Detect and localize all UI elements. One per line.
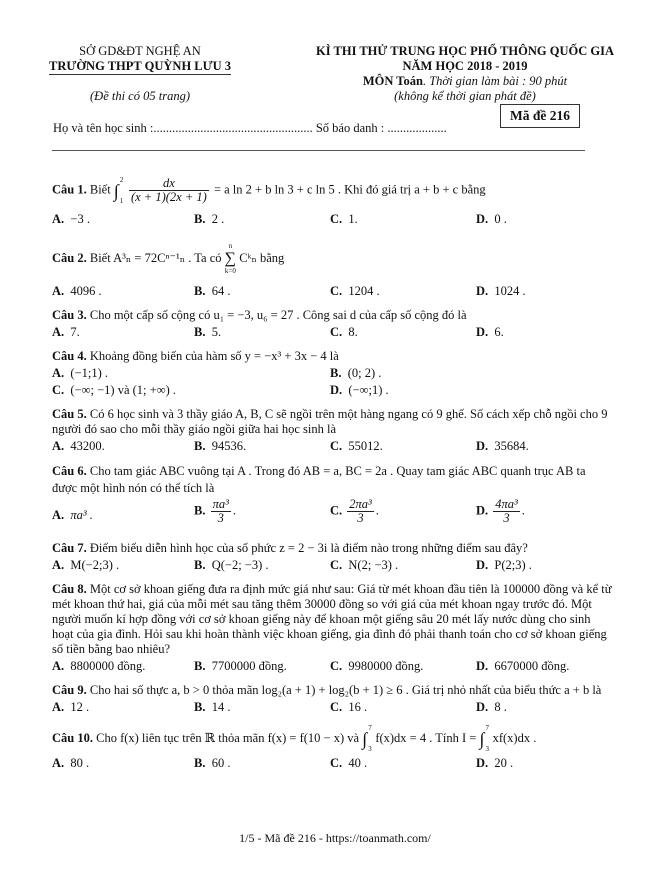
option-b[interactable] — [194, 324, 221, 340]
question-text: Cho hai số thực a, b > 0 thỏa mãn log₂(a + 1) + log₂(b + 1) ≥ 6 . Giá trị nhỏ nhất của biểu thức a + b là — [86, 683, 602, 697]
option-value: 6. — [494, 325, 504, 339]
option-value: 94536. — [211, 439, 247, 453]
question-3 — [52, 308, 612, 340]
option-key: B. — [194, 700, 206, 714]
sum-upper: n — [228, 242, 233, 250]
option-value: 14 . — [211, 700, 231, 714]
option-key: D. — [476, 756, 489, 770]
option-key: B. — [194, 212, 206, 226]
option-value: 0 . — [494, 212, 507, 226]
question-stem — [52, 308, 612, 323]
option-d[interactable] — [476, 557, 532, 573]
option-a[interactable] — [52, 211, 90, 227]
question-label: Câu 8. — [52, 582, 87, 596]
question-text: f(x)dx = 4 . Tính I = — [375, 730, 480, 745]
question-stem — [52, 541, 612, 556]
question-label: Câu 3. — [52, 308, 87, 322]
option-key: B. — [194, 659, 206, 673]
option-key: B. — [330, 366, 342, 380]
option-key: C. — [330, 558, 343, 572]
option-a[interactable] — [52, 365, 108, 381]
option-key: C. — [330, 659, 343, 673]
header-right — [265, 44, 665, 104]
option-value: 2 . — [211, 212, 225, 226]
option-key: D. — [330, 383, 343, 397]
option-key: D. — [476, 503, 489, 518]
question-7 — [52, 541, 612, 573]
option-key: C. — [330, 325, 343, 339]
option-c[interactable] — [330, 658, 423, 674]
question-text: Cho f(x) liên tục trên ℝ thỏa mãn f(x) = f(10 − x) và — [92, 730, 363, 745]
frac-den: 3 — [357, 511, 364, 525]
question-label: Câu 4. — [52, 349, 87, 363]
question-label: Câu 7. — [52, 541, 87, 555]
question-label: Câu 2. — [52, 250, 87, 265]
option-d[interactable] — [476, 755, 513, 771]
option-value: πa³ . — [70, 508, 93, 522]
option-key: C. — [52, 383, 65, 397]
question-text: Cho tam giác ABC vuông tại A . Trong đó AB = a, BC = 2a . Quay tam giác ABC quanh trục AB ta được một hình nón có thể tích là — [52, 464, 586, 495]
frac-num: 4πa³ — [495, 497, 518, 511]
option-c[interactable] — [330, 557, 398, 573]
question-9 — [52, 683, 612, 715]
option-key: A. — [52, 284, 65, 298]
option-key: A. — [52, 366, 65, 380]
option-a[interactable] — [52, 507, 93, 523]
question-text: = a ln 2 + b ln 3 + c ln 5 . Khi đó giá trị a + b + c bằng — [213, 182, 486, 197]
options-9 — [52, 699, 612, 715]
option-value: 35684. — [494, 439, 529, 453]
options-5 — [52, 438, 612, 454]
question-stem — [52, 349, 612, 364]
student-id-field[interactable]: Số báo danh : ................... — [312, 121, 447, 135]
option-key: D. — [476, 325, 489, 339]
option-a[interactable] — [52, 658, 145, 674]
option-a[interactable] — [52, 557, 119, 573]
exam-code-box: Mã đề 216 — [500, 104, 580, 128]
option-c[interactable] — [330, 755, 367, 771]
options-1 — [52, 211, 612, 227]
option-value: 64 . — [211, 284, 231, 298]
question-text: xf(x)dx . — [492, 730, 537, 745]
student-info-line — [53, 121, 447, 136]
option-key: B. — [194, 756, 206, 770]
option-value: 43200. — [70, 439, 105, 453]
frac-den: (x + 1)(2x + 1) — [130, 190, 207, 204]
option-value: (−1;1) . — [70, 366, 109, 380]
option-b[interactable] — [194, 557, 269, 573]
option-a[interactable] — [52, 324, 80, 340]
option-key: A. — [52, 439, 65, 453]
option-value: (−∞;1) . — [348, 383, 389, 397]
question-4 — [52, 349, 612, 398]
option-a[interactable] — [52, 755, 89, 771]
option-value: 40 . — [348, 756, 368, 770]
option-b[interactable] — [194, 699, 230, 715]
page-header — [0, 0, 670, 103]
option-value: (0; 2) . — [347, 366, 382, 380]
int-upper: 7 — [368, 724, 372, 732]
question-text: Cho một cấp số cộng có u₁ = −3, u₆ = 27 . Công sai d của cấp số cộng đó là — [86, 308, 467, 322]
student-name-field[interactable]: Họ và tên học sinh :................................................... — [53, 121, 313, 135]
question-stem — [52, 171, 612, 210]
option-value: P(2;3) . — [494, 558, 532, 572]
integral-sign: ∫ 2 1 — [113, 175, 124, 205]
options-10 — [52, 755, 612, 771]
option-value: 8800000 đồng. — [70, 659, 146, 673]
options-4-row2 — [52, 382, 612, 398]
option-value: 7. — [70, 325, 80, 339]
option-key: B. — [194, 439, 206, 453]
question-stem — [52, 236, 612, 282]
question-2 — [52, 236, 612, 299]
question-text: Biết A³ₙ = 72Cⁿ⁻¹ₙ . Ta có — [86, 250, 225, 265]
option-c[interactable] — [330, 699, 367, 715]
option-key: A. — [52, 325, 65, 339]
int-lower: 3 — [368, 745, 372, 753]
page-footer: 1/5 - Mã đề 216 - https://toanmath.com/ — [239, 831, 431, 845]
option-value: 1204 . — [348, 284, 380, 298]
integral-sign: ∫ 7 3 — [479, 724, 489, 753]
options-2 — [52, 283, 612, 299]
option-key: D. — [476, 212, 489, 226]
option-c[interactable]: C. $\frac{\text{2πa³}}{3}$ . — [330, 497, 379, 525]
question-label: Câu 9. — [52, 683, 87, 697]
option-key: A. — [52, 508, 65, 522]
option-d[interactable] — [476, 324, 504, 340]
option-value: 20 . — [494, 756, 514, 770]
options-8 — [52, 658, 612, 674]
option-d[interactable] — [476, 211, 507, 227]
question-1 — [52, 171, 612, 227]
option-c[interactable] — [330, 211, 358, 227]
option-key: C. — [330, 212, 343, 226]
option-c[interactable] — [52, 382, 176, 398]
fraction — [129, 177, 209, 204]
frac-num: dx — [129, 177, 209, 191]
option-d[interactable] — [476, 699, 507, 715]
question-stem — [52, 724, 612, 754]
option-value: 8 . — [494, 700, 507, 714]
subject-line — [265, 74, 665, 89]
question-8 — [52, 582, 612, 674]
question-list — [0, 151, 670, 771]
option-value: 1024 . — [494, 284, 526, 298]
option-fraction — [211, 498, 231, 525]
exam-title: KÌ THI THỬ TRUNG HỌC PHỔ THÔNG QUỐC GIA — [316, 44, 614, 58]
frac-num: πa³ — [212, 497, 229, 511]
option-value: 7700000 đồng. — [211, 659, 287, 673]
integral-sign: ∫ 7 3 — [362, 724, 372, 753]
int-upper: 2 — [119, 175, 124, 184]
frac-den: 3 — [217, 511, 224, 525]
option-c[interactable] — [330, 324, 358, 340]
int-lower: 1 — [119, 196, 124, 205]
school-name — [10, 59, 270, 75]
option-b[interactable] — [194, 658, 287, 674]
option-key: D. — [476, 700, 489, 714]
question-text: Biết — [86, 182, 114, 197]
option-value: 5. — [211, 325, 222, 339]
question-label: Câu 6. — [52, 464, 87, 478]
department: SỞ GD&ĐT NGHỆ AN — [79, 44, 201, 58]
options-4-row1 — [52, 365, 612, 381]
option-key: C. — [330, 503, 343, 518]
question-stem — [52, 683, 612, 698]
option-value: N(2; −3) . — [348, 558, 399, 572]
frac-num: 2πa³ — [349, 497, 372, 511]
option-a[interactable] — [52, 283, 102, 299]
option-key: D. — [476, 439, 489, 453]
option-key: D. — [476, 284, 489, 298]
option-key: A. — [52, 558, 65, 572]
options-7 — [52, 557, 612, 573]
frac-den: 3 — [503, 511, 510, 525]
option-value: Q(−2; −3) . — [211, 558, 269, 572]
option-key: B. — [194, 325, 206, 339]
option-value: 6670000 đồng. — [494, 659, 570, 673]
sum-sign — [225, 242, 236, 276]
option-d[interactable] — [476, 283, 526, 299]
option-a[interactable] — [52, 699, 89, 715]
option-key: C. — [330, 284, 343, 298]
sigma-symbol: ∑ — [224, 250, 237, 267]
question-label: Câu 1. — [52, 182, 87, 197]
option-b[interactable] — [330, 365, 381, 381]
option-b[interactable]: B. $\frac{\text{πa³}}{3}$ . — [194, 497, 236, 525]
option-b[interactable] — [194, 283, 230, 299]
option-value: −3 . — [70, 212, 90, 226]
option-c[interactable] — [330, 283, 380, 299]
int-upper: 7 — [485, 724, 489, 732]
option-key: C. — [330, 756, 343, 770]
option-a[interactable] — [52, 438, 105, 454]
option-b[interactable] — [194, 755, 230, 771]
question-text: Điểm biểu diễn hình học của số phức z = 2 − 3i là điểm nào trong những điểm sau đây? — [86, 541, 528, 555]
options-3 — [52, 324, 612, 340]
time-limit: . Thời gian làm bài : 90 phút — [422, 74, 568, 88]
question-text: Khoảng đồng biến của hàm số y = −x³ + 3x − 4 là — [86, 349, 339, 363]
option-value: 80 . — [70, 756, 90, 770]
question-text: Một cơ sở khoan giếng đưa ra định mức giá như sau: Giá từ mét khoan đầu tiên là 100000 đồng và kể từ mét khoan thứ hai, giá của mỗi mét sau tăng thêm 30000 đồng so với giá của mét khoan ngay trước đó. Một người muốn kí hợp đồng với cơ sở khoan giếng này để khoan một giếng sâu 20 mét lấy nước dùng cho sinh hoạt của gia đình. Hỏi sau khi hoàn thành việc khoan giếng, gia đình đó phải thanh toán cho cơ sở khoan giếng số tiền bằng bao nhiêu? — [52, 582, 612, 656]
header-left — [10, 44, 270, 104]
option-d[interactable] — [330, 382, 389, 398]
option-key: B. — [194, 284, 206, 298]
option-key: D. — [476, 659, 489, 673]
option-value: 9980000 đồng. — [348, 659, 424, 673]
option-value: 8. — [348, 325, 358, 339]
option-value: 55012. — [348, 439, 383, 453]
question-label: Câu 10. — [52, 730, 93, 745]
option-key: B. — [194, 503, 206, 518]
option-key: C. — [330, 439, 343, 453]
student-info — [0, 100, 670, 140]
option-b[interactable] — [194, 211, 224, 227]
question-stem — [52, 582, 612, 657]
school-year: NĂM HỌC 2018 - 2019 — [402, 59, 528, 73]
option-key: A. — [52, 756, 65, 770]
option-fraction — [347, 498, 374, 525]
question-5 — [52, 407, 612, 454]
question-stem — [52, 407, 612, 437]
question-6 — [52, 463, 612, 532]
question-stem — [52, 463, 612, 497]
option-value: 16 . — [348, 700, 368, 714]
option-value: 4096 . — [70, 284, 102, 298]
option-d[interactable] — [476, 658, 569, 674]
option-key: D. — [476, 558, 489, 572]
option-value: 60 . — [211, 756, 231, 770]
pages-note: (Đề thi có 05 trang) — [90, 89, 190, 103]
option-key: A. — [52, 659, 65, 673]
subject: MÔN Toán — [362, 74, 423, 88]
question-label: Câu 5. — [52, 407, 87, 421]
question-text: Cᵏₙ bằng — [239, 250, 285, 265]
question-10 — [52, 724, 612, 771]
school-name-text: TRƯỜNG THPT QUỲNH LƯU 3 — [49, 59, 231, 73]
option-key: C. — [330, 700, 343, 714]
option-fraction — [493, 498, 520, 525]
option-key: A. — [52, 212, 65, 226]
option-d[interactable] — [476, 438, 529, 454]
option-value: M(−2;3) . — [70, 558, 120, 572]
time-exclusion: (không kể thời gian phát đề) — [394, 89, 536, 103]
option-value: 12 . — [70, 700, 90, 714]
option-key: A. — [52, 700, 65, 714]
question-text: Có 6 học sinh và 3 thầy giáo A, B, C sẽ ngồi trên một hàng ngang có 9 ghế. Số cách xếp chỗ ngồi cho 9 người đó sao cho mỗi thầy giáo ngồi giữa hai học sinh là — [52, 407, 608, 436]
option-value: 1. — [348, 212, 358, 226]
option-b[interactable] — [194, 438, 246, 454]
option-d[interactable]: D. $\frac{\text{4πa³}}{3}$ . — [476, 497, 525, 525]
option-key: B. — [194, 558, 206, 572]
option-c[interactable] — [330, 438, 383, 454]
options-6 — [52, 498, 612, 532]
option-value: (−∞; −1) và (1; +∞) . — [70, 383, 177, 397]
sum-lower: k=0 — [224, 267, 236, 275]
int-lower: 3 — [485, 745, 489, 753]
